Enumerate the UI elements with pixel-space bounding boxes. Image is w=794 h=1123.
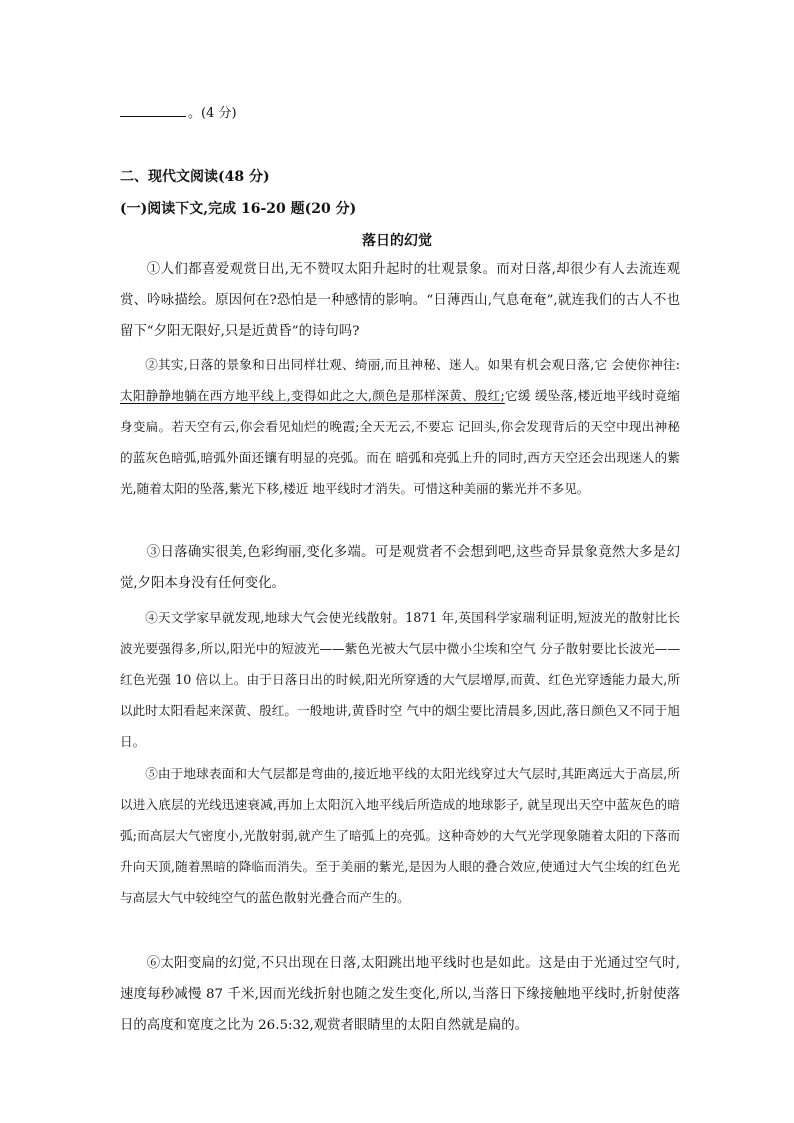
paragraph-5: ⑤由于地球表面和大气层都是弯曲的,接近地平线的太阳光线穿过大气层时,其距离远大于高层,所以进入底层的光线迅速衰减,再加上太阳沉入地平线后所造成的地球影子, 就呈现出天空中蓝灰色的暗弧;而高层大气密度小,光散射弱,就产生了暗弧上的亮弧。这种奇妙的大气光学现象随着太阳的下落而升向天顶,随着黑暗的降临而消失。至于美丽的紫光,是因为人眼的叠合效应,使通过大气尘埃的红色光与高层大气中较纯空气的蓝色散射光叠合而产生的。 — [120, 766, 680, 905]
paragraph-4: ④天文学家早就发现,地球大气会使光线散射。1871 年,英国科学家瑞利证明,短波光的散射比长波光要强得多,所以,阳光中的短波光——紫色光被大气层中微小尘埃和空气 分子散射要比长波光——红色光强 10 倍以上。由于日落日出的时候,阳光所穿透的大气层增厚,而黄、红色光穿透能力最大,所以此时太阳看起来深黄、殷红。一般地讲,黄昏时空 气中的烟尘要比清晨多,因此,落日颜色又不同于旭日。 — [120, 610, 680, 749]
answer-blank[interactable] — [120, 106, 186, 117]
section-title: 二、现代文阅读(48 分) — [120, 169, 270, 185]
paragraph-6: ⑥太阳变扁的幻觉,不只出现在日落,太阳跳出地平线时也是如此。这是由于光通过空气时,速度每秒减慢 87 千米,因而光线折射也随之发生变化,所以,当落日下缘接触地平线时,折射使落日的高度和宽度之比为 26.5:32,观赏者眼睛里的太阳自然就是扁的。 — [120, 956, 680, 1033]
paragraph-2 — [120, 349, 680, 504]
paragraph-2-before: ②其实,日落的景象和日出同样壮观、绮丽,而且神秘、迷人。如果有机会观日落,它 会使你神往: — [145, 357, 680, 372]
paragraph-3: ③日落确实很美,色彩绚丽,变化多端。可是观赏者不会想到吧,这些奇异景象竟然大多是幻觉,夕阳本身没有任何变化。 — [120, 545, 680, 591]
answer-line-suffix: 。(4 分) — [188, 106, 237, 121]
article-title: 落日的幻觉 — [362, 233, 432, 249]
subsection-title: (一)阅读下文,完成 16-20 题(20 分) — [120, 201, 357, 217]
paragraph-2-underlined: 太阳静静地躺在西方地平线上,变得如此之大,颜色是那样深黄、殷红; — [120, 388, 505, 403]
paragraph-2-after: 它缓 缓坠落,楼近地平线时竟缩身变扁。若天空有云,你会看见灿烂的晚霞;全天无云,不要忘 记回头,你会发现背后的天空中现出神秘的蓝灰色暗弧,暗弧外面还镶有明显的亮弧。而在 暗弧和亮弧上升的同时,西方天空还会出现迷人的紫光,随着太阳的坠落,紫光下移,楼近 地平线时才消失。可惜这种美丽的紫光并不多见。 — [120, 388, 680, 496]
paragraph-1: ①人们都喜爱观赏日出,无不赞叹太阳升起时的壮观景象。而对日落,却很少有人去流连观赏、吟咏描绘。原因何在?恐怕是一种感情的影响。“日薄西山,气息奄奄”,就连我们的古人不也留下“夕阳无限好,只是近黄昏”的诗句吗? — [120, 262, 680, 339]
answer-line — [120, 102, 237, 121]
